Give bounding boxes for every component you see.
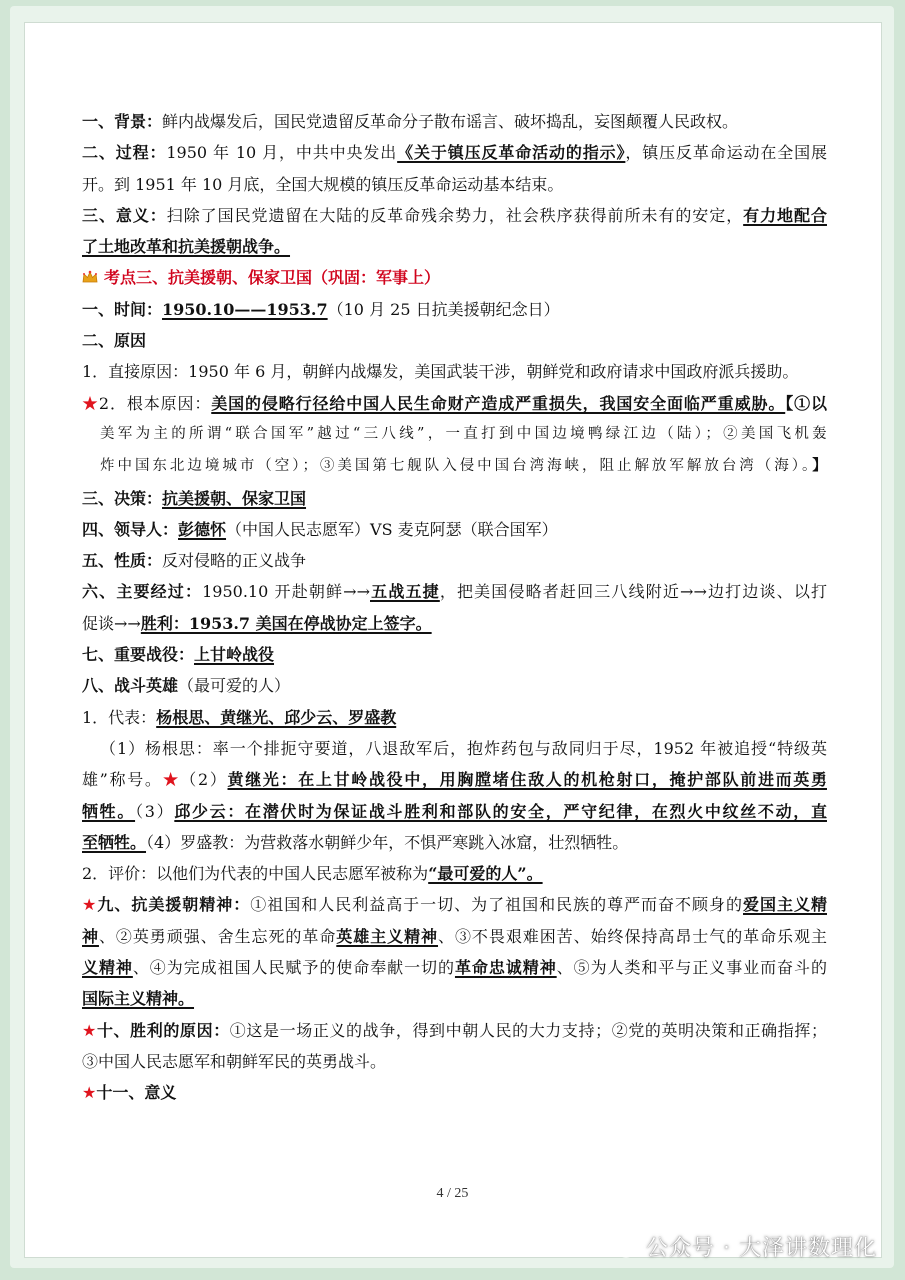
text-run: （10 月 25 日抗美援朝纪念日） xyxy=(327,299,560,319)
text-run: ，把美国侵略者赶回三八线附近→→边打边谈、以打 xyxy=(439,582,827,602)
text-line xyxy=(82,388,827,419)
text-run: ①祖国和人民利益高于一切、为了祖国和民族的尊严而奋不顾身的 xyxy=(250,895,744,915)
text-run: 二、过程： xyxy=(82,143,167,163)
key-phrase: 牺牲。 xyxy=(82,801,136,821)
key-phrase: 英雄主义精神 xyxy=(336,926,439,946)
page-number: 4 / 25 xyxy=(436,1186,469,1201)
key-phrase: 革命忠诚精神 xyxy=(454,958,557,978)
text-line xyxy=(82,514,827,545)
text-run: 、⑤为人类和平与正义事业而奋斗的 xyxy=(556,958,827,978)
text-run: （中国人民志愿军）VS 麦克阿瑟（联合国军） xyxy=(226,519,558,539)
text-line xyxy=(82,356,827,387)
key-phrase: 义精神 xyxy=(82,958,133,978)
text-run: 炸中国东北边境城市（空）；③美国第七舰队入侵中国台湾海峡，阻止解放军解放台湾（海）。 xyxy=(100,458,813,475)
key-phrase: 杨根思、黄继光、邱少云、罗盛教 xyxy=(156,707,397,727)
text-line xyxy=(82,1046,827,1077)
text-run: 鲜内战爆发后，国民党遗留反革命分子散布谣言、破坏捣乱，妄图颠覆人民政权。 xyxy=(162,112,739,131)
text-line xyxy=(82,137,827,168)
text-run: 促谈→→ xyxy=(82,613,141,633)
key-phrase: 至牺牲。 xyxy=(82,832,147,852)
key-phrase: 国际主义精神。 xyxy=(82,989,195,1009)
text-line xyxy=(82,325,827,356)
text-line xyxy=(82,889,827,920)
wechat-icon xyxy=(606,1233,636,1259)
key-phrase: 1950.10——1953.7 xyxy=(162,299,328,319)
key-phrase: 上甘岭战役 xyxy=(194,645,275,665)
text-line xyxy=(82,858,827,889)
text-line xyxy=(82,639,827,670)
text-line xyxy=(82,702,827,733)
crown-icon xyxy=(82,270,98,284)
text-line xyxy=(82,576,827,607)
text-line xyxy=(82,796,827,827)
text-run: 十一、意义 xyxy=(96,1083,177,1103)
key-phrase: 爱国主义精 xyxy=(743,895,827,915)
text-line xyxy=(82,921,827,952)
text-line xyxy=(82,231,827,262)
text-run: ③中国人民志愿军和朝鲜军民的英勇战斗。 xyxy=(82,1051,387,1071)
text-run: 四、领导人： xyxy=(82,519,179,539)
text-run: ，镇压反革命运动在全国展 xyxy=(625,143,827,163)
key-phrase: 美国的侵略行径给中国人民生命财产造成严重损失，我国安全面临严重威胁。 xyxy=(211,393,786,413)
text-run: 五、性质： xyxy=(82,551,163,571)
text-run: 三、意义： xyxy=(82,205,167,225)
text-line xyxy=(82,1015,827,1046)
text-line xyxy=(82,419,827,450)
text-run: 雄”称号。 xyxy=(82,770,163,790)
star-icon: ★ xyxy=(82,1020,97,1040)
text-run: 扫除了国民党遗留在大陆的反革命残余势力，社会秩序获得前所未有的安定， xyxy=(166,205,744,225)
text-run: 八、战斗英雄 xyxy=(82,676,179,696)
watermark xyxy=(606,1228,877,1264)
section-heading xyxy=(82,262,827,293)
key-phrase: 彭德怀 xyxy=(178,519,227,539)
key-phrase: 黄继光：在上甘岭战役中，用胸膛堵住敌人的机枪射口，掩护部队前进而英勇 xyxy=(227,770,827,790)
star-icon: ★ xyxy=(162,770,181,790)
watermark-text: 公众号 · 大泽讲数理化 xyxy=(646,1235,877,1261)
text-run: 1950.10 开赴朝鲜→→ xyxy=(202,582,370,602)
text-line xyxy=(82,764,827,795)
key-phrase: 神 xyxy=(82,926,99,946)
text-line xyxy=(82,983,827,1014)
key-phrase: 了土地改革和抗美援朝战争。 xyxy=(82,237,291,257)
text-run: 【①以 xyxy=(785,393,827,413)
text-run: 反对侵略的正义战争 xyxy=(162,551,307,571)
text-line xyxy=(82,733,827,764)
text-run: 2．评价：以他们为代表的中国人民志愿军被称为 xyxy=(82,864,429,884)
text-line xyxy=(82,450,827,482)
text-run: 】 xyxy=(812,457,827,475)
text-line xyxy=(82,106,827,137)
text-run: （3） xyxy=(135,801,175,821)
text-run: 1．代表： xyxy=(82,707,157,727)
text-run: 、④为完成祖国人民赋予的使命奉献一切的 xyxy=(132,958,455,978)
text-run: 、③不畏艰难困苦、始终保持高昂士气的革命乐观主 xyxy=(438,926,827,946)
star-icon: ★ xyxy=(82,393,99,413)
text-run: 六、主要经过： xyxy=(82,582,203,602)
text-run: 十、胜利的原因： xyxy=(96,1020,230,1040)
text-run: 三、决策： xyxy=(82,488,163,508)
text-line xyxy=(82,294,827,325)
text-run: 1．直接原因：1950 年 6 月，朝鲜内战爆发，美国武装干涉，朝鲜党和政府请求中国政府派兵援助。 xyxy=(82,362,799,382)
key-phrase: 抗美援朝、保家卫国 xyxy=(162,488,307,508)
text-run: 二、原因 xyxy=(82,331,147,351)
text-line xyxy=(82,670,827,701)
text-line xyxy=(82,169,827,200)
key-phrase: 胜利：1953.7 美国在停战协定上签字。 xyxy=(140,613,432,633)
star-icon: ★ xyxy=(82,895,98,915)
text-line xyxy=(82,200,827,231)
text-run: （1）杨根思：率一个排扼守要道，八退敌军后，抱炸药包与敌同归于尽，1952 年被追授“特级英 xyxy=(100,738,827,758)
text-run: 2．根本原因： xyxy=(98,393,212,413)
key-phrase: 五战五捷 xyxy=(370,582,440,602)
text-run: （最可爱的人） xyxy=(178,676,291,696)
text-run: 九、抗美援朝精神： xyxy=(97,895,251,915)
text-run: 七、重要战役： xyxy=(82,645,195,665)
text-run: 开。到 1951 年 10 月底，全国大规模的镇压反革命运动基本结束。 xyxy=(82,174,564,194)
text-run: 1950 年 10 月，中共中央发出 xyxy=(166,143,398,163)
text-run: 一、背景： xyxy=(82,112,163,131)
text-run: 美军为主的所谓“联合国军”越过“三八线”，一直打到中国边境鸭绿江边（陆）；②美国飞机轰 xyxy=(100,425,827,442)
text-line xyxy=(82,545,827,576)
text-line xyxy=(82,483,827,514)
text-run: （2） xyxy=(180,770,228,790)
key-phrase: 邱少云：在潜伏时为保证战斗胜利和部队的安全，严守纪律，在烈火中纹丝不动，直 xyxy=(174,801,827,821)
document-body xyxy=(82,106,827,1109)
text-run: 考点三、抗美援朝、保家卫国（巩固：军事上） xyxy=(104,268,441,288)
star-icon: ★ xyxy=(82,1083,97,1103)
key-phrase: 有力地配合 xyxy=(743,205,827,225)
text-run: （4）罗盛教：为营救落水朝鲜少年，不惧严寒跳入冰窟，壮烈牺牲。 xyxy=(146,832,629,852)
text-line xyxy=(82,827,827,858)
text-line xyxy=(82,608,827,639)
key-phrase: “最可爱的人”。 xyxy=(428,864,543,884)
text-line xyxy=(82,1077,827,1108)
text-run: 一、时间： xyxy=(82,299,163,319)
text-run: 、②英勇顽强、舍生忘死的革命 xyxy=(98,926,337,946)
text-run: ①这是一场正义的战争，得到中朝人民的大力支持；②党的英明决策和正确指挥； xyxy=(229,1020,827,1040)
text-line xyxy=(82,952,827,983)
key-phrase: 《关于镇压反革命活动的指示》 xyxy=(397,143,626,163)
